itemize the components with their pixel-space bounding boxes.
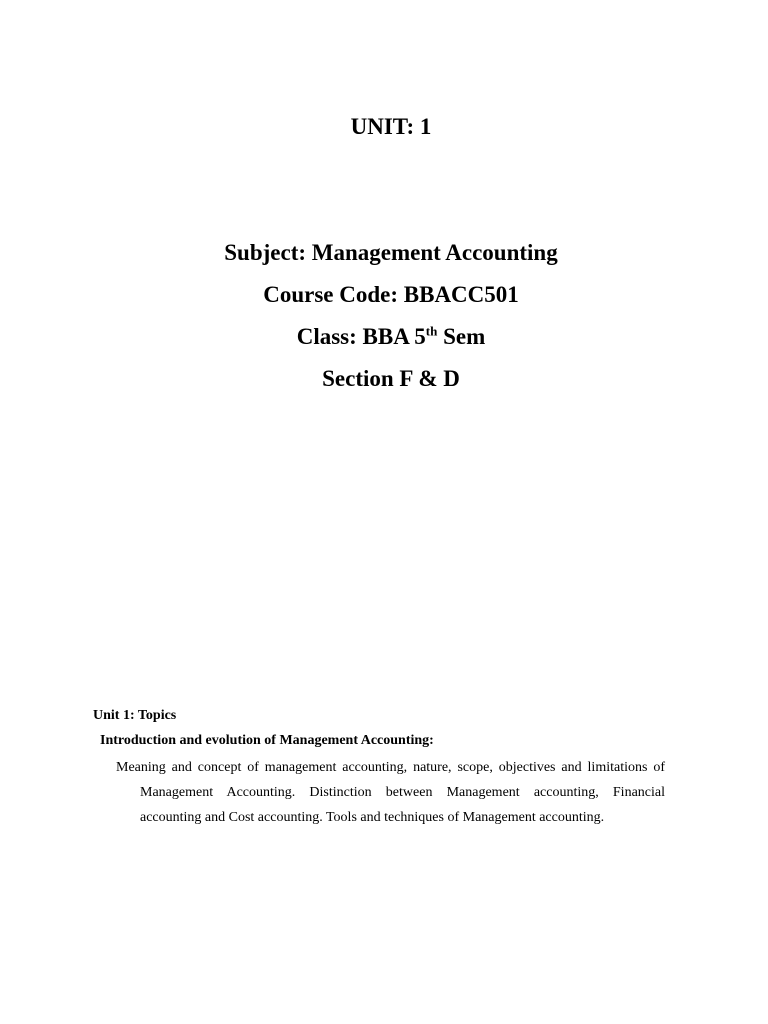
section-line: Section F & D	[322, 366, 460, 391]
course-code-line: Course Code: BBACC501	[263, 282, 519, 307]
class-line	[0, 320, 768, 362]
class-line-suffix: Sem	[437, 324, 486, 349]
cover-block	[0, 236, 768, 404]
topic-section-body: Meaning and concept of management accounting, nature, scope, objectives and limitations of Management Accounting. Distinction between Management accounting, Financial accounting and Cost accounting. Tools and techniques of Management accounting.	[116, 760, 665, 825]
topics-heading: Unit 1: Topics	[93, 708, 177, 723]
topics-block	[93, 706, 665, 830]
subject-line: Subject: Management Accounting	[224, 240, 558, 265]
class-line-superscript: th	[425, 323, 438, 339]
class-line-prefix: Class: BBA 5	[296, 324, 426, 349]
topic-section-heading: Introduction and evolution of Management Accounting:	[100, 733, 434, 748]
unit-title: UNIT: 1	[350, 114, 432, 139]
